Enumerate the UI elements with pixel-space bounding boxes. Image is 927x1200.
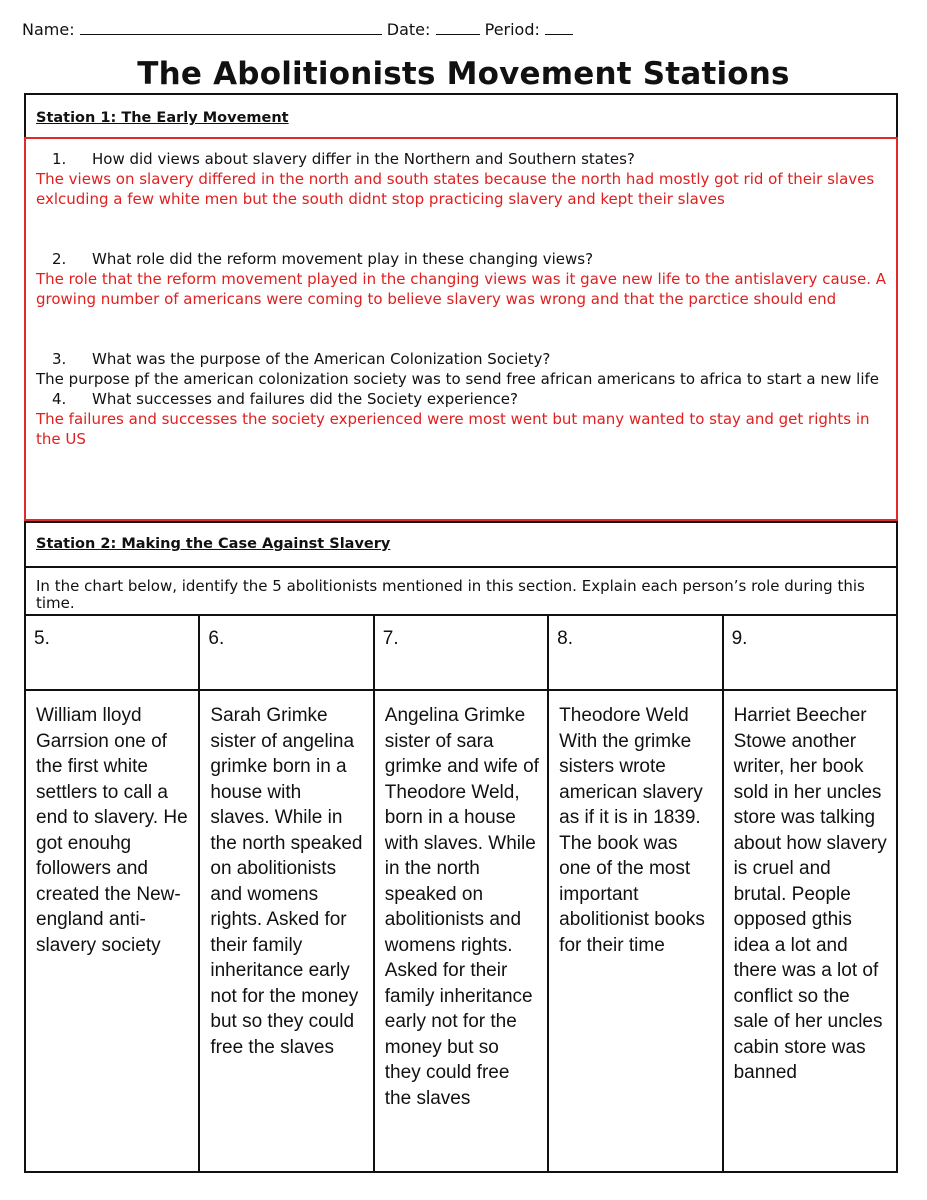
question-number: 2. bbox=[52, 250, 67, 268]
chart-number-cell: 9. bbox=[723, 615, 897, 690]
question-1 bbox=[36, 149, 886, 169]
chart-number-row bbox=[25, 615, 897, 690]
chart-number-cell: 7. bbox=[374, 615, 548, 690]
station2-instructions-box bbox=[24, 566, 898, 616]
answer-1[interactable]: The views on slavery differed in the north and south states because the north had mostly got rid of their slaves exlcuding a few white men but the south didnt stop practicing slavery and kept their slaves bbox=[36, 170, 875, 208]
abolitionist-entry-sarah-grimke[interactable]: Sarah Grimke sister of angelina grimke born in a house with slaves. While in the north speaked on abolitionists and womens rights. Asked for their family inheritance early not for the money but so they could free the slaves bbox=[199, 690, 373, 1172]
chart-entry-row bbox=[25, 690, 897, 1172]
question-text: What was the purpose of the American Colonization Society? bbox=[92, 350, 551, 368]
station1-heading-box bbox=[24, 93, 898, 139]
student-info-line bbox=[22, 20, 573, 39]
date-field[interactable] bbox=[436, 20, 480, 35]
answer-2[interactable]: The role that the reform movement played in the changing views was it gave new life to the antislavery cause. A growing number of americans were coming to believe slavery was wrong and that the parctice should end bbox=[36, 270, 886, 308]
station2-heading: Station 2: Making the Case Against Slavery bbox=[36, 536, 391, 552]
abolitionist-entry-garrison[interactable]: William lloyd Garrsion one of the first white settlers to call a end to slavery. He got enouhg followers and created the New-england anti-slavery society bbox=[25, 690, 199, 1172]
page-title: The Abolitionists Movement Stations bbox=[137, 56, 790, 92]
name-field[interactable] bbox=[80, 20, 382, 35]
question-text: What successes and failures did the Society experience? bbox=[92, 390, 518, 408]
station2-heading-box bbox=[24, 521, 898, 568]
abolitionist-entry-angelina-grimke[interactable]: Angelina Grimke sister of sara grimke and wife of Theodore Weld, born in a house with slaves. While in the north speaked on abolitionists and womens rights. Asked for their family inheritance early not for the money but so they could free the slaves bbox=[374, 690, 548, 1172]
date-label: Date: bbox=[386, 20, 431, 39]
station1-heading: Station 1: The Early Movement bbox=[36, 110, 289, 126]
question-number: 3. bbox=[52, 350, 67, 368]
question-2 bbox=[36, 249, 886, 269]
answer-4[interactable]: The failures and successes the society experienced were most went but many wanted to stay and get rights in the US bbox=[36, 410, 870, 448]
question-3 bbox=[36, 349, 886, 369]
abolitionist-chart bbox=[24, 614, 898, 1173]
question-4 bbox=[36, 389, 886, 409]
chart-number-cell: 6. bbox=[199, 615, 373, 690]
question-text: What role did the reform movement play in these changing views? bbox=[92, 250, 594, 268]
name-label: Name: bbox=[22, 20, 75, 39]
chart-number-cell: 8. bbox=[548, 615, 722, 690]
answer-3[interactable]: The purpose pf the american colonization society was to send free african americans to africa to start a new life bbox=[36, 370, 879, 388]
period-label: Period: bbox=[484, 20, 540, 39]
question-number: 4. bbox=[52, 390, 67, 408]
chart-number-cell: 5. bbox=[25, 615, 199, 690]
abolitionist-entry-stowe[interactable]: Harriet Beecher Stowe another writer, her book sold in her uncles store was talking about how slavery is cruel and brutal. People opposed gthis idea a lot and there was a lot of conflict so the sale of her uncles cabin store was banned bbox=[723, 690, 897, 1172]
period-field[interactable] bbox=[545, 20, 573, 35]
question-text: How did views about slavery differ in the Northern and Southern states? bbox=[92, 150, 635, 168]
station1-questions bbox=[24, 137, 898, 521]
abolitionist-entry-weld[interactable]: Theodore Weld With the grimke sisters wrote american slavery as if it is in 1839. The book was one of the most important abolitionist books for their time bbox=[548, 690, 722, 1172]
station2-instructions: In the chart below, identify the 5 abolitionists mentioned in this section. Explain each person’s role during this time. bbox=[36, 577, 865, 612]
question-number: 1. bbox=[52, 150, 67, 168]
